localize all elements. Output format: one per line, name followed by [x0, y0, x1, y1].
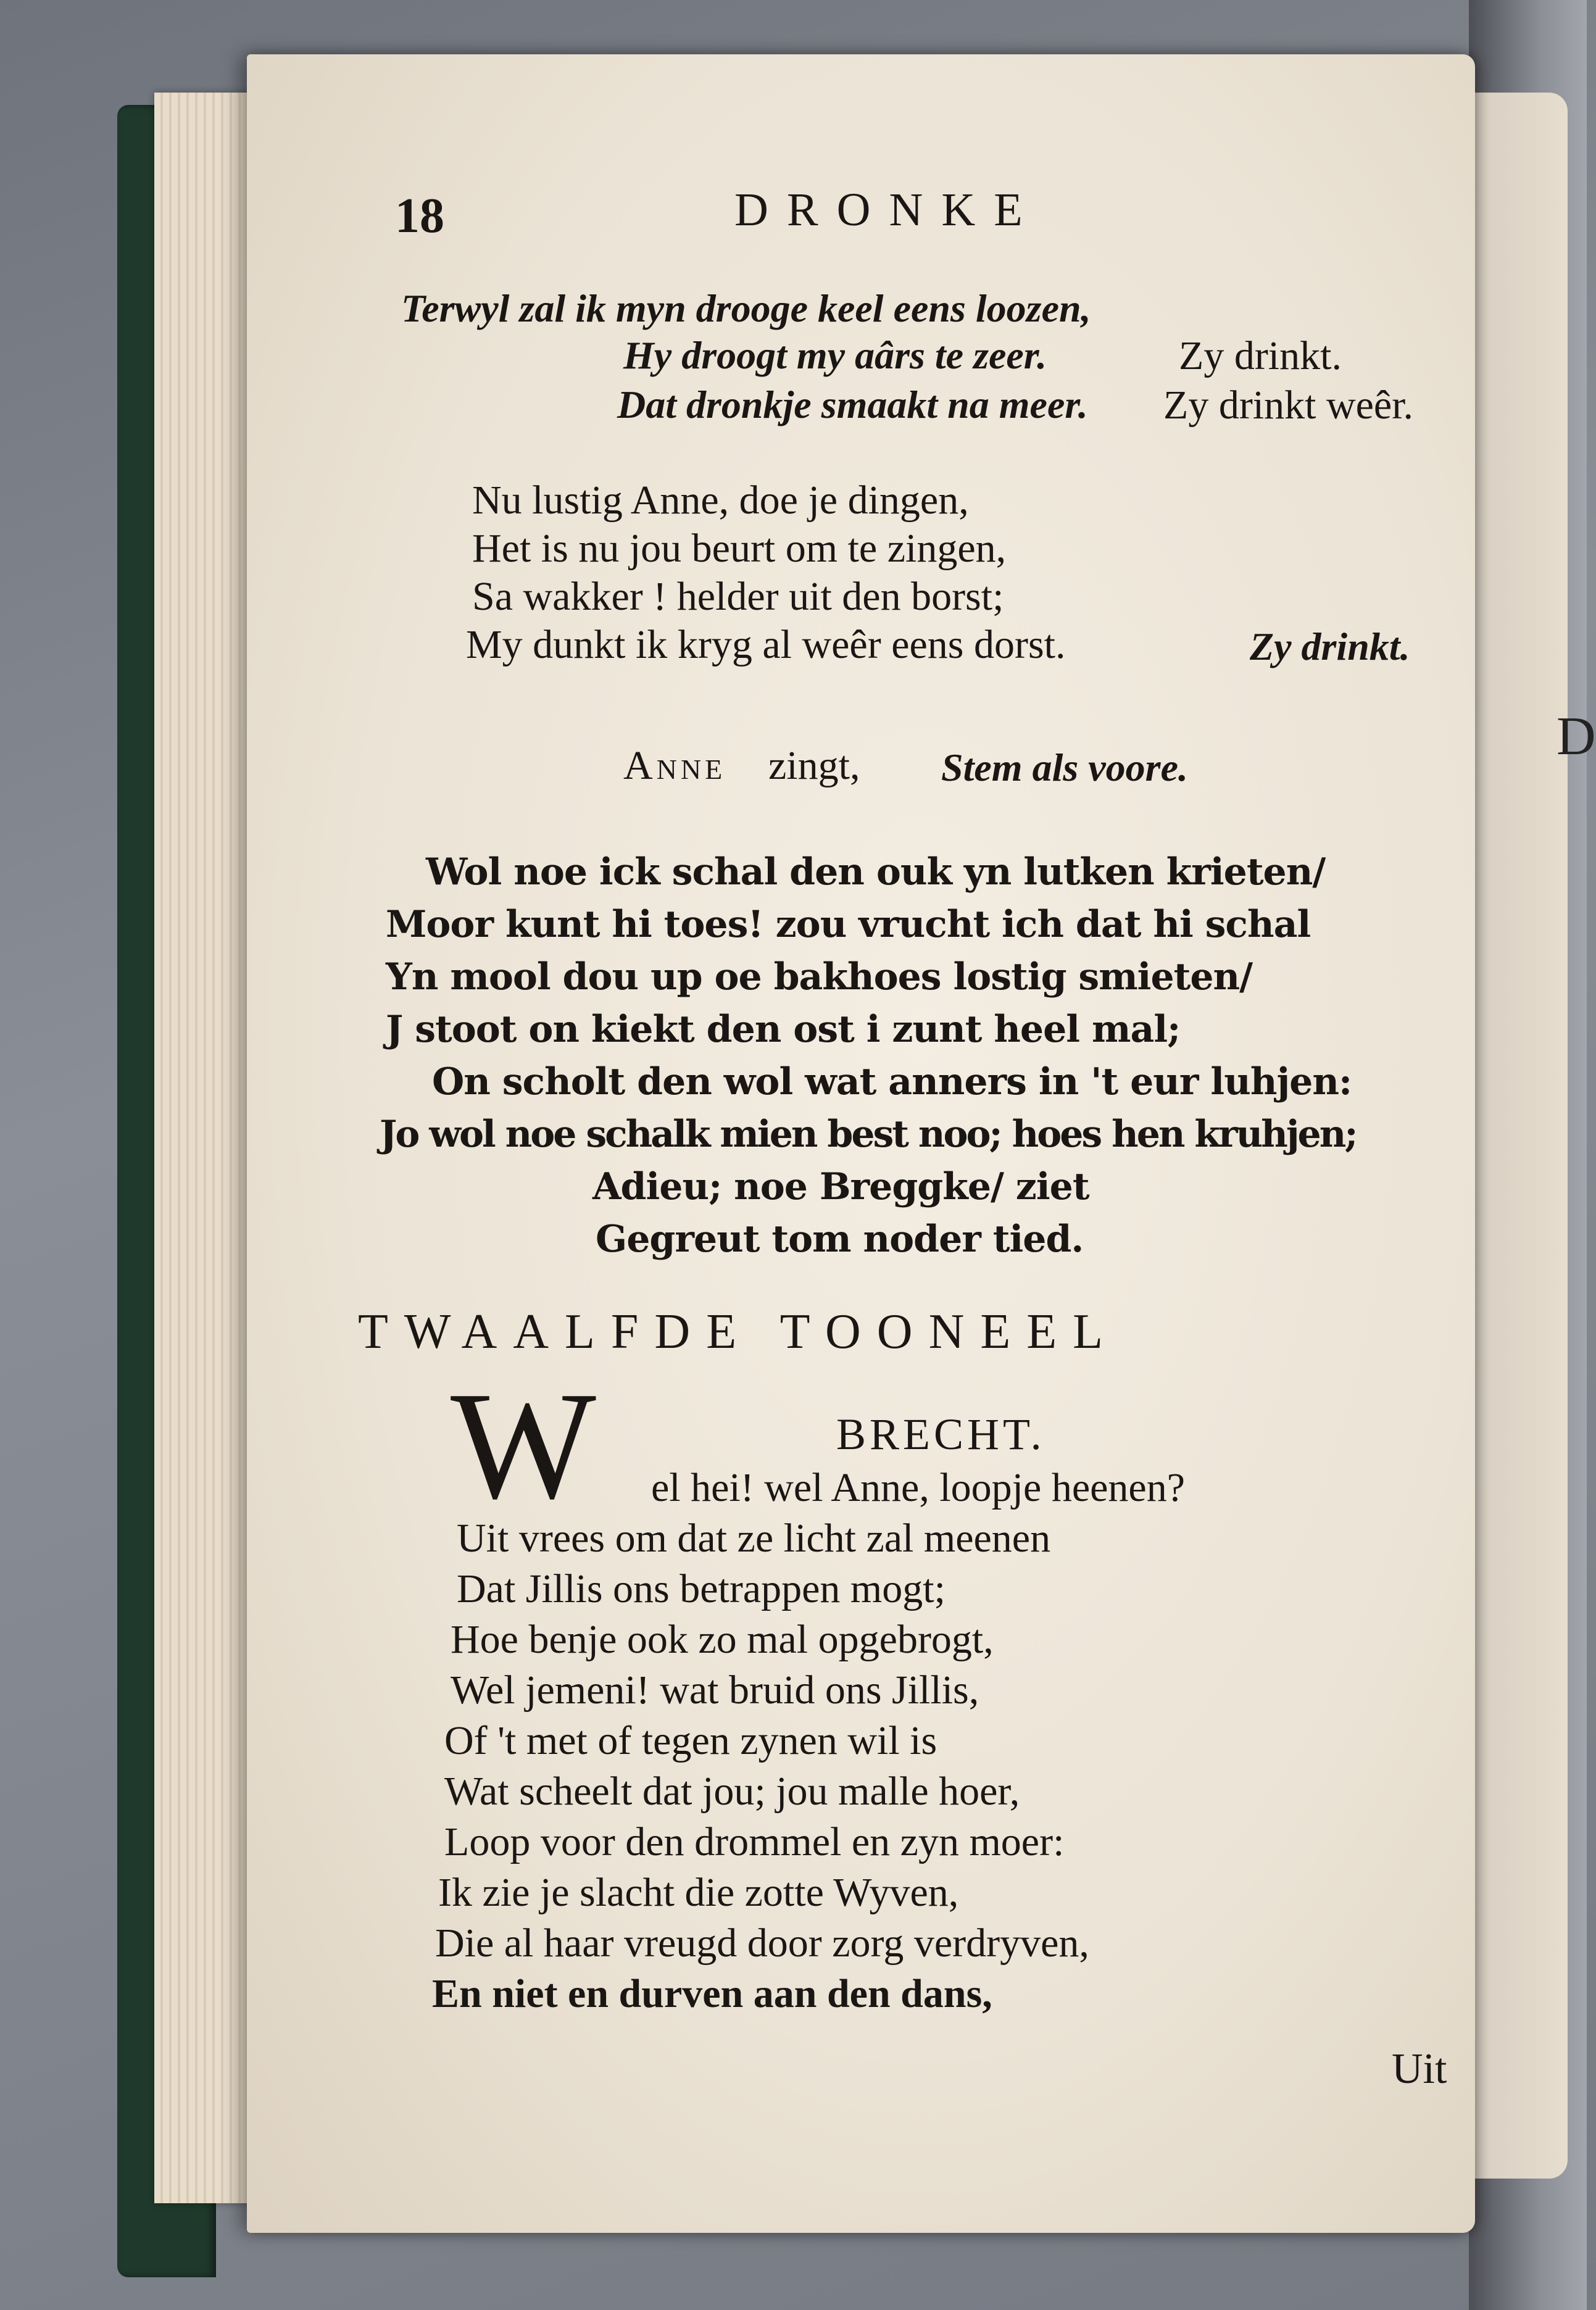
verse-line: En niet en durven aan den dans,: [432, 1971, 992, 2016]
verse-line: Loop voor den drommel en zyn moer:: [444, 1819, 1065, 1864]
page-number: 18: [395, 189, 444, 243]
verse-line: Terwyl zal ik myn drooge keel eens loozen,: [401, 286, 1091, 330]
verse-line: el hei! wel Anne, loopje heenen?: [651, 1465, 1185, 1510]
verse-line: Die al haar vreugd door zorg verdryven,: [435, 1921, 1089, 1966]
song-verb: zingt,: [768, 743, 860, 788]
verse-line: Ik zie je slacht die zotte Wyven,: [438, 1870, 959, 1915]
verse-line: Uit vrees om dat ze licht zal meenen: [457, 1516, 1051, 1561]
stage-direction: Zy drinkt.: [1250, 625, 1410, 668]
stage-direction: Zy drinkt weêr.: [1163, 383, 1414, 428]
verse-line: Wel jemeni! wat bruid ons Jillis,: [451, 1668, 979, 1713]
song-line: On scholt den wol wat anners in 't eur luhjen:: [432, 1060, 1352, 1103]
facing-page-letter: D: [1557, 707, 1596, 767]
song-line: Jo wol noe schalk mien best noo; hoes hen kruhjen;: [380, 1113, 1357, 1156]
song-line: Moor kunt hi toes! zou vrucht ich dat hi schal: [386, 903, 1311, 946]
song-line: Adieu; noe Breggke/ ziet: [592, 1165, 1089, 1208]
verse-line: Of 't met of tegen zynen wil is: [444, 1718, 937, 1763]
running-head: DRONKE: [734, 184, 1041, 236]
catchword: Uit: [1392, 2045, 1447, 2093]
speaker-name: Anne: [623, 743, 726, 788]
verse-line: My dunkt ik kryg al weêr eens dorst.: [466, 622, 1066, 667]
song-line: J stoot on kiekt den ost i zunt heel mal;: [386, 1008, 1181, 1051]
verse-line: Nu lustig Anne, doe je dingen,: [472, 478, 969, 523]
tune-name: Stem als voore.: [941, 746, 1188, 789]
verse-line: Wat scheelt dat jou; jou malle hoer,: [444, 1769, 1020, 1814]
verse-line: Hy droogt my aârs te zeer.: [623, 333, 1047, 377]
verse-line: Hoe benje ook zo mal opgebrogt,: [451, 1617, 994, 1662]
verse-line: Dat dronkje smaakt na meer.: [617, 383, 1088, 426]
speaker-name: BRECHT.: [836, 1410, 1045, 1459]
stage-direction: Zy drinkt.: [1179, 333, 1342, 378]
song-line: Gegreut tom noder tied.: [596, 1218, 1084, 1261]
book-page: [247, 54, 1475, 2233]
verse-line: Het is nu jou beurt om te zingen,: [472, 526, 1007, 571]
scene-heading: TWAALFDE TOONEEL: [358, 1305, 1119, 1359]
song-line: Yn mool dou up oe bakhoes lostig smieten/: [386, 955, 1253, 999]
song-line: Wol noe ick schal den ouk yn lutken krieten/: [426, 850, 1326, 894]
drop-cap: W: [451, 1360, 596, 1531]
verse-line: Sa wakker ! helder uit den borst;: [472, 574, 1004, 619]
verse-line: Dat Jillis ons betrappen mogt;: [457, 1566, 946, 1611]
